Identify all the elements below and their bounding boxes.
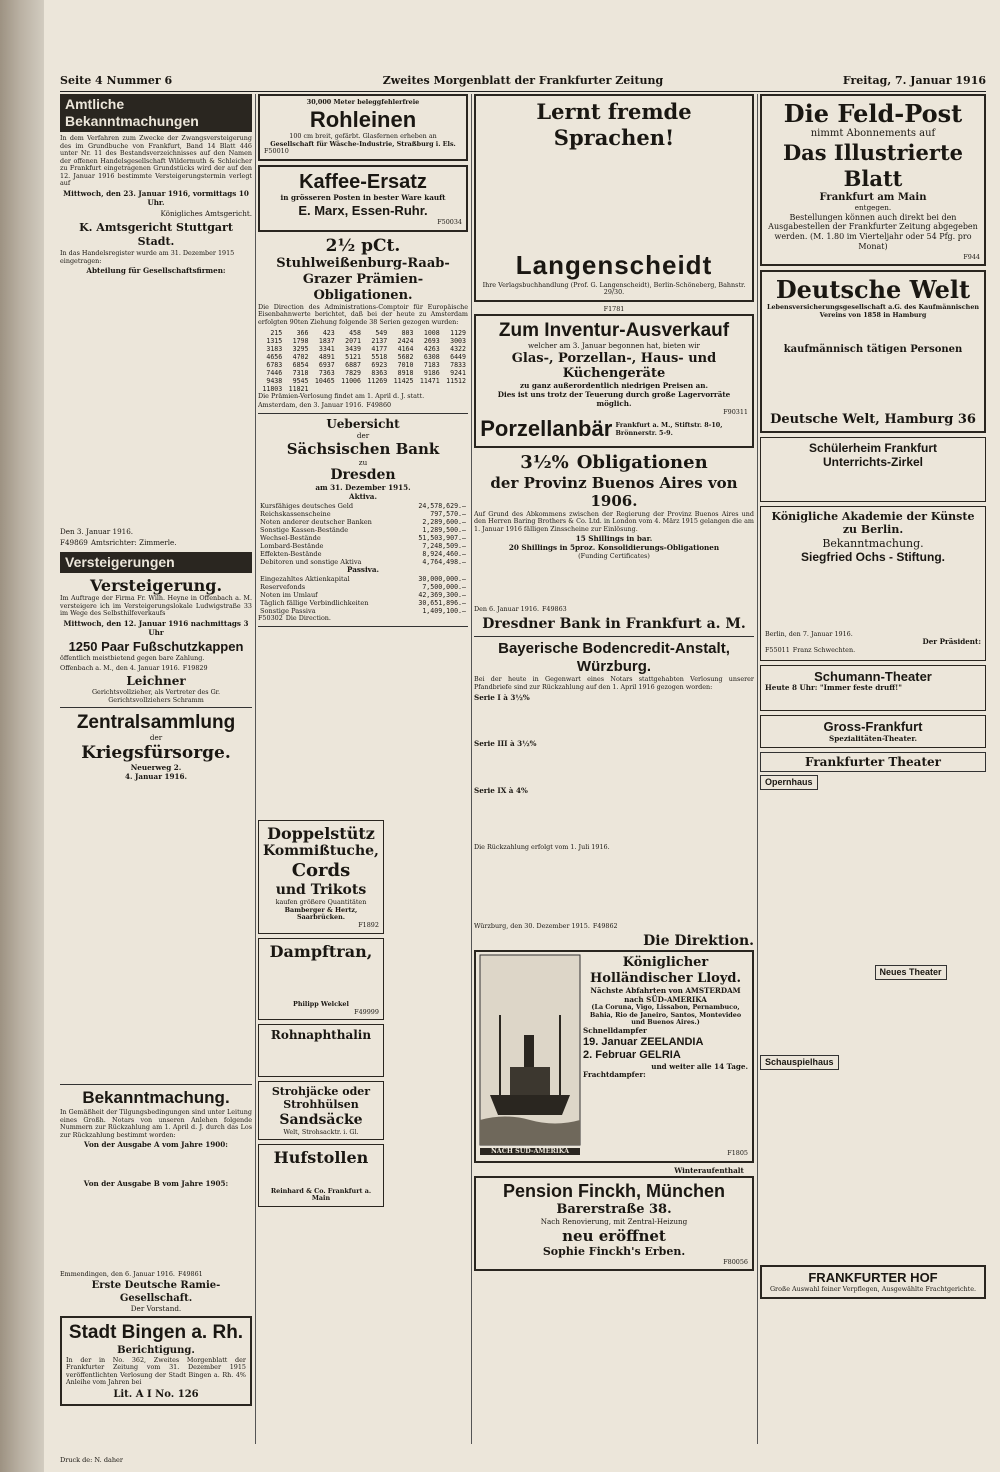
table-row	[258, 369, 468, 377]
series-number: 6937	[318, 360, 335, 369]
langenscheidt-footer: Ihre Verlagsbuchhandlung (Prof. G. Langenscheidt), Berlin-Schöneberg, Bahnstr. 29/30.	[482, 280, 746, 297]
table-row	[258, 329, 468, 337]
lloyd-fast: Schnelldampfer	[583, 1026, 647, 1036]
dampftran-firm: Philipp Welckel	[293, 1000, 349, 1009]
rohnaphthalin-title: Rohnaphthalin	[270, 1028, 372, 1043]
column-3	[474, 94, 754, 1444]
bayer-series-9: Serie IX à 4%	[474, 786, 528, 796]
zentral-date: 4. Januar 1916.	[125, 771, 187, 781]
rohleinen-ad	[258, 94, 468, 161]
balance-value: 1,409,100.—	[422, 607, 466, 616]
ref-code: F49862	[592, 922, 618, 931]
balance-label: Sonstige Passiva	[260, 607, 316, 616]
series-number: 8363	[371, 368, 388, 377]
langenscheidt-headline: Lernt fremde Sprachen!	[536, 99, 692, 150]
column-rule	[471, 94, 472, 1444]
buenos-pay-3: (Funding Certificates)	[578, 551, 650, 560]
register-entries	[60, 278, 252, 528]
balance-label: Sonstige Kassen-Bestände	[260, 526, 349, 535]
cloth-ad-title: Doppelstütz	[267, 823, 375, 843]
schumann-ad	[760, 665, 986, 712]
series-number: 6854	[292, 360, 309, 369]
series-number: 7833	[450, 360, 466, 369]
newspaper-page	[44, 0, 1000, 1472]
gross-frankfurt-sub: Spezialitäten-Theater.	[829, 734, 917, 744]
raab-rate: 2½ pCt.	[325, 235, 401, 256]
gross-frankfurt-ad	[760, 715, 986, 748]
raab-pay: Die Prämien-Verlosung findet am 1. April d. J. statt.	[258, 391, 425, 400]
gross-frankfurt-title: Gross-Frankfurt	[823, 719, 923, 735]
series-number: 549	[375, 328, 388, 337]
buenos-pay-1: 15 Shillings in bar.	[575, 534, 653, 544]
section-heading-versteigerungen: Versteigerungen	[60, 552, 252, 573]
raab-title: Stuhlweißenburg-Raab-Grazer Prämien-Obligationen.	[276, 256, 450, 304]
buenos-place: Den 6. Januar 1916.	[474, 605, 539, 614]
table-row	[258, 345, 468, 353]
series-number: 9438	[266, 376, 283, 385]
deutsche-welt-ad	[760, 270, 986, 432]
feldpost-title: Die Feld-Post	[783, 99, 963, 128]
series-number: 1008	[423, 328, 440, 337]
balance-label: Noten im Umlauf	[260, 591, 318, 600]
frankfurter-hof-title: FRANKFURTER HOF	[808, 1270, 938, 1286]
deutsche-welt-title: Deutsche Welt	[775, 275, 971, 305]
table-row	[258, 361, 468, 369]
series-number: 7829	[345, 368, 361, 377]
bank-title-2: der	[356, 430, 370, 440]
ref-code: F1781	[603, 305, 625, 314]
bank-aktiva-heading: Aktiva.	[349, 492, 377, 502]
bank-title-3: Sächsischen Bank	[286, 440, 440, 459]
series-number: 1129	[450, 328, 466, 337]
schuelerheim-sub: Unterrichts-Zirkel	[822, 455, 924, 470]
zentral-title-der: der	[149, 733, 163, 743]
kaffee-sub: in grösseren Posten in bester Ware kauft	[280, 193, 446, 203]
bingen-title: Stadt Bingen a. Rh.	[68, 1322, 244, 1344]
deutsche-welt-footer: Deutsche Welt, Hamburg 36	[770, 411, 976, 427]
ref-code: F49860	[366, 401, 392, 410]
inventur-price: zu ganz außerordentlich niedrigen Preisen an.	[520, 381, 708, 391]
series-number: 11006	[341, 376, 361, 385]
feldpost-accept: entgegen.	[854, 202, 892, 212]
series-number: 803	[401, 328, 414, 337]
series-number: 423	[322, 328, 335, 337]
ref-code: F80056	[723, 1257, 748, 1266]
ref-code: F50010	[264, 147, 289, 156]
bekanntmachung-place: Emmendingen, den 6. Januar 1916.	[60, 1269, 175, 1278]
table-row	[258, 534, 468, 542]
buenos-text: Auf Grund des Abkommens zwischen der Regierung der Provinz Buenos Aires und den Herren Baring Brothers & Co. Ltd. in London vom 4. März 1915 gelangen die am 1. Januar 1916 fälligen Zinsscheine zur Einlösung.	[474, 509, 754, 533]
schuelerheim-title: Schülerheim Frankfurt	[808, 440, 938, 455]
ref-code: F944	[963, 252, 980, 261]
auction-place: Offenbach a. M., den 4. Januar 1916.	[60, 663, 180, 672]
bekanntmachung-text: In Gemäßheit der Tilgungsbedingungen sind unter Leitung eines Großh. Notars von unseren Anlehen folgende Nummern zur Rückzahlung am 1. April d. J. durch das Los zur Rückzahlung bestimmt worden:	[60, 1108, 252, 1139]
series-number: 9186	[423, 368, 440, 377]
series-number: 4164	[397, 344, 414, 353]
table-row	[258, 542, 468, 550]
inventur-firm: Porzellanbär	[480, 416, 613, 442]
series-number: 5121	[345, 352, 361, 361]
series-number: 7183	[423, 360, 440, 369]
table-row	[258, 599, 468, 607]
series-number: 11471	[419, 376, 440, 385]
ref-code: F49861	[177, 1269, 203, 1278]
lloyd-ship-caption: NACH SÜD-AMERIKA	[480, 1148, 580, 1156]
cloth-ad-line: Kommißtuche,	[263, 843, 379, 860]
table-row	[258, 583, 468, 591]
table-row	[258, 518, 468, 526]
inventur-goods: Glas-, Porzellan-, Haus- und Küchengeräte	[511, 350, 717, 382]
bailiff-role: Gerichtsvollzieher, als Vertreter des Gr. Gerichtsvollziehers Schramm	[91, 687, 221, 704]
series-number: 215	[270, 328, 283, 337]
notice-heading: K. Amtsgericht Stuttgart Stadt.	[79, 221, 233, 248]
raab-text: Die Direction des Administrations-Comptoir für Europäische Eisenbahnwerte berichtet, daß bei der heute zu Amsterdam erfolgten 90ten Ziehung folgende 38 Serien gezogen wurden:	[258, 302, 468, 326]
balance-value: 7,248,509.—	[422, 542, 466, 551]
series-number: 7363	[318, 368, 335, 377]
raab-series-table	[258, 329, 468, 393]
series-number: 1315	[266, 336, 283, 345]
akademie-sign: Der Präsident:	[922, 637, 981, 647]
lloyd-sailing-2: 2. Februar GELRIA	[583, 1049, 681, 1062]
series-number: 4322	[450, 344, 466, 353]
series-number: 2424	[397, 336, 414, 345]
column-4	[760, 94, 986, 1444]
balance-label: Noten anderer deutscher Banken	[260, 518, 372, 527]
page-binding	[0, 0, 44, 1472]
lloyd-sailing-1: 19. Januar ZEELANDIA	[583, 1035, 704, 1048]
bank-assets-table	[258, 502, 468, 566]
ref-code: F90311	[723, 407, 748, 416]
neues-theater-heading: Neues Theater	[875, 965, 947, 980]
bayer-series-3: Serie III à 3½%	[474, 739, 537, 749]
rohleinen-text: 100 cm breit, gefärbt. Glasfernen erheben an	[289, 132, 437, 141]
issue-date: Freitag, 7. Januar 1916	[842, 74, 986, 87]
series-number	[442, 385, 468, 393]
bank-signature: Die Direction.	[285, 614, 331, 623]
table-row	[258, 575, 468, 583]
series-number: 3341	[318, 344, 335, 353]
table-row	[258, 526, 468, 534]
bingen-subtitle: Berichtigung.	[117, 1344, 195, 1356]
hufstollen-title: Hufstollen	[273, 1148, 369, 1168]
bekanntmachung-title: Bekanntmachung.	[82, 1088, 230, 1108]
frankfurter-hof-ad	[760, 1265, 986, 1298]
akademie-place: Berlin, den 7. Januar 1916.	[765, 629, 853, 638]
kaffee-title: Kaffee-Ersatz	[299, 171, 427, 194]
raab-place: Amsterdam, den 3. Januar 1916.	[258, 401, 364, 410]
series-number: 3003	[450, 336, 466, 345]
pension-address: Barerstraße 38.	[556, 1202, 672, 1218]
pension-firm: Sophie Finckh's Erben.	[542, 1245, 686, 1259]
feldpost-sub: nimmt Abonnements auf	[810, 128, 936, 140]
pension-ad	[474, 1176, 754, 1272]
balance-value: 51,503,907.—	[418, 534, 466, 543]
balance-label: Effekten-Bestände	[260, 550, 322, 559]
bank-title-4: zu	[358, 457, 368, 467]
auction-title: Versteigerung.	[89, 575, 223, 595]
zentral-address: Neuerweg 2.	[130, 762, 182, 772]
cloth-ad-line: und Trikots	[275, 882, 367, 899]
cloth-ad-firm: Bamberger & Hertz, Saarbrücken.	[284, 905, 358, 922]
series-number: 5518	[371, 352, 388, 361]
series-number: 3439	[345, 344, 361, 353]
inventur-title: Zum Inventur-Ausverkauf	[498, 319, 730, 341]
series-number: 4702	[292, 352, 309, 361]
series-number: 9241	[450, 368, 466, 377]
series-number: 2693	[423, 336, 440, 345]
cloth-ad-text: kaufen größere Quantitäten	[275, 898, 367, 907]
ref-code: F49999	[354, 1007, 379, 1016]
bank-passiva-heading: Passiva.	[346, 565, 380, 575]
stroh-title: Strohjäcke oder Strohhülsen	[271, 1084, 371, 1112]
table-row	[258, 591, 468, 599]
balance-label: Reservefonds	[260, 583, 306, 592]
print-footer: Druck de: N. daher	[60, 1456, 123, 1464]
series-number: 458	[349, 328, 361, 337]
bank-title-1: Uebersicht	[326, 416, 400, 431]
bayer-pay: Die Rückzahlung erfolgt vom 1. Juli 1916.	[474, 842, 610, 851]
notice-subheading: Abteilung für Gesellschaftsfirmen:	[86, 266, 226, 276]
inventur-note: Dies ist uns trotz der Teuerung durch große Lagervorräte möglich.	[497, 390, 731, 408]
notice-date: Mittwoch, den 23. Januar 1916, vormittags 10 Uhr.	[63, 188, 249, 207]
bayer-text: Bei der heute in Gegenwart eines Notars stattgehabten Verlosung unserer Pfandbriefe sind zur Rückzahlung auf den 1. April 1916 gezogen worden:	[474, 675, 754, 692]
notice-signature: Königliches Amtsgericht.	[160, 208, 252, 218]
inventur-ad	[474, 314, 754, 448]
schauspielhaus-heading: Schauspielhaus	[760, 1055, 839, 1070]
series-number: 1798	[292, 336, 309, 345]
bayer-place: Würzburg, den 30. Dezember 1915.	[474, 922, 590, 931]
pension-title: Pension Finckh, München	[502, 1180, 726, 1201]
series-number: 11512	[446, 376, 466, 385]
lloyd-sub: Nächste Abfahrten von AMSTERDAM nach SÜD-AMERIKA	[590, 985, 741, 1004]
ref-code: F49869	[60, 537, 88, 547]
series-number: 6449	[450, 352, 466, 361]
bingen-text: In der in No. 362, Zweites Morgenblatt der Frankfurter Zeitung vom 31. Dezember 1915 veröffentlichten Verlosung der Stadt Bingen a. Rh. 4% Anleihe vom Jahren bei	[66, 1355, 246, 1387]
ref-code: F1892	[358, 921, 379, 930]
column-rule	[255, 94, 256, 1444]
frankfurter-hof-sub: Große Auswahl feiner Verpflegen, Ausgewählte Frachtgerichte.	[769, 1285, 977, 1294]
ref-code: F49863	[541, 605, 567, 614]
bank-liabilities-table	[258, 575, 468, 615]
column-2	[258, 94, 468, 1444]
auction-text: Im Auftrage der Firma Fr. Wilh. Heyne in Offenbach a. M. versteigere ich im Versteigerungslokale Ludwigstraße 33 im Wege des Selbsthilfeverkaufs	[60, 594, 252, 618]
zentral-title: Zentralsammlung	[76, 712, 236, 734]
donor-list	[60, 781, 252, 1081]
inventur-sub: welcher am 3. Januar begonnen hat, bieten wir	[528, 340, 700, 350]
series-number: 2137	[371, 336, 388, 345]
table-row	[258, 353, 468, 361]
table-row	[258, 337, 468, 345]
bank-title-6: am 31. Dezember 1915.	[315, 483, 411, 493]
cloth-ad-line: Cords	[291, 860, 351, 882]
buenos-title-2: der Provinz Buenos Aires von 1906.	[490, 473, 738, 511]
drawn-numbers	[60, 1152, 252, 1180]
rohleinen-firm: Gesellschaft für Wäsche-Industrie, Straßburg i. Els.	[270, 139, 456, 148]
kaffee-ad	[258, 165, 468, 232]
bingen-item: Lit. A I No. 126	[113, 1389, 199, 1401]
notice-text: In das Handelsregister wurde am 31. Dezember 1915 eingetragen:	[60, 249, 235, 265]
balance-value: 30,651,896.—	[418, 599, 466, 608]
series-number: 366	[296, 328, 309, 337]
theatre-listing	[760, 752, 986, 1263]
rohleinen-top: 30,000 Meter beleggfehlerfreie	[306, 98, 420, 106]
notice-signature: Amtsrichter: Zimmerle.	[90, 537, 177, 547]
series-number: 7318	[292, 368, 309, 377]
table-row	[258, 502, 468, 510]
series-number: 5682	[397, 352, 414, 361]
notice-date: Den 3. Januar 1916.	[60, 527, 134, 537]
auction-note: öffentlich meistbietend gegen bare Zahlung.	[60, 654, 205, 663]
balance-label: Debitoren und sonstige Aktiva	[260, 558, 362, 567]
kaffee-firm: E. Marx, Essen-Ruhr.	[298, 203, 428, 219]
balance-label: Täglich fällige Verbindlichkeiten	[260, 599, 369, 608]
balance-value: 4,764,498.—	[422, 558, 466, 567]
feldpost-text: Bestellungen können auch direkt bei den Ausgabestellen der Frankfurter Zeitung abgegeben werden. (M. 1.80 im Vierteljahr oder 54 Pfg. pro Monat)	[768, 212, 978, 251]
feldpost-city: Frankfurt am Main	[819, 191, 927, 203]
bekanntmachung-board: Der Vorstand.	[130, 1303, 182, 1313]
steamship-illustration	[480, 955, 580, 1145]
bingen-notice	[60, 1316, 252, 1406]
balance-label: Eingezahltes Aktienkapital	[260, 575, 350, 584]
series-number: 11425	[393, 376, 414, 385]
small-ads	[258, 630, 384, 820]
stroh-firm: Welt, Strohsacktr. i. Gl.	[283, 1127, 359, 1136]
series-number: 11821	[288, 384, 309, 393]
balance-value: 7,500,000.—	[422, 583, 466, 592]
balance-value: 42,369,300.—	[418, 591, 466, 600]
auction-item: 1250 Paar Fußschutzkappen	[68, 639, 244, 655]
feldpost-paper: Das Illustrierte Blatt	[782, 140, 964, 192]
winter-heading: Winteraufenthalt	[674, 1165, 744, 1175]
small-ads	[387, 630, 468, 1150]
balance-value: 8,924,460.—	[422, 550, 466, 559]
lloyd-ad	[474, 950, 754, 1163]
dampftran-title: Dampftran,	[269, 941, 373, 961]
schuelerheim-ad	[760, 437, 986, 502]
table-row	[258, 550, 468, 558]
buenos-pay-2: 20 Shillings in 5proz. Konsolidierungs-Obligationen	[508, 542, 720, 552]
series-number: 6308	[423, 352, 440, 361]
lloyd-ports: (La Coruna, Vigo, Lissabon, Pernambuco, Bahia, Rio de Janeiro, Santos, Montevideo und Buenos Aires.)	[589, 1003, 742, 1027]
bekanntmachung-series-b: Von der Ausgabe B vom Jahre 1905:	[83, 1179, 229, 1188]
theatre-heading: Frankfurter Theater	[760, 752, 986, 773]
series-number: 4263	[423, 344, 440, 353]
lloyd-freight: Frachtdampfer:	[583, 1070, 646, 1080]
ref-code: F55011	[765, 646, 790, 655]
akademie-sub: Bekanntmachung.	[822, 536, 924, 550]
series-number: 6783	[266, 360, 283, 369]
series-number: 4891	[318, 352, 335, 361]
bank-title-5: Dresden	[330, 467, 396, 484]
hufstollen-firm: Reinhard & Co. Frankfurt a. Main	[270, 1186, 372, 1203]
akademie-signer: Franz Schwechten.	[792, 646, 856, 655]
series-number: 4177	[371, 344, 388, 353]
akademie-notice	[760, 506, 986, 661]
column-rule	[757, 94, 758, 1444]
section-heading-amtliche: Amtliche Bekanntmachungen	[60, 94, 252, 132]
series-number: 6923	[371, 360, 388, 369]
schumann-show: Heute 8 Uhr: "Immer feste druff!"	[765, 683, 903, 693]
series-number: 10465	[314, 376, 335, 385]
table-row	[258, 510, 468, 518]
page-header	[60, 70, 986, 92]
balance-value: 797,570.—	[430, 510, 466, 519]
balance-value: 2,289,600.—	[422, 518, 466, 527]
deutsche-welt-sub: Lebensversicherungsgesellschaft a.G. des Kaufmännischen Vereins von 1858 in Hamburg	[766, 303, 980, 319]
series-number: 11803	[262, 384, 283, 393]
series-number: 1837	[318, 336, 335, 345]
auction-date: Mittwoch, den 12. Januar 1916 nachmittags 3 Uhr	[63, 618, 249, 637]
series-number: 3295	[292, 344, 309, 353]
series-number: 6887	[345, 360, 361, 369]
feldpost-ad	[760, 94, 986, 266]
masthead: Zweites Morgenblatt der Frankfurter Zeitung	[382, 74, 664, 87]
lloyd-sailing-3: und weiter alle 14 Tage.	[651, 1061, 748, 1071]
akademie-name: Siegfried Ochs - Stiftung.	[800, 550, 945, 565]
series-number: 4656	[266, 352, 283, 361]
series-number: 11269	[367, 376, 388, 385]
balance-value: 1,289,500.—	[422, 526, 466, 535]
pension-sub: Nach Renovierung, mit Zentral-Heizung	[540, 1217, 688, 1227]
balance-label: Wechsel-Bestände	[260, 534, 321, 543]
balance-label: Kursfähiges deutsches Geld	[260, 502, 354, 511]
series-number: 3183	[266, 344, 283, 353]
buenos-rate: 3½%	[520, 451, 569, 473]
series-number: 7446	[266, 368, 283, 377]
bayer-series-1: Serie I à 3½%	[474, 692, 530, 702]
langenscheidt-brand: Langenscheidt	[515, 250, 713, 281]
opernhaus-heading: Opernhaus	[760, 775, 818, 790]
stroh-sub: Sandsäcke	[279, 1111, 363, 1128]
bayer-signature: Die Direktion.	[643, 933, 754, 950]
akademie-title: Königliche Akademie der Künste zu Berlin.	[771, 509, 975, 537]
bekanntmachung-series-a: Von der Ausgabe A vom Jahre 1900:	[84, 1140, 228, 1150]
balance-value: 30,000,000.—	[418, 575, 466, 584]
series-number: 7010	[397, 360, 414, 369]
buenos-title-1: Obligationen	[576, 451, 708, 473]
deutsche-welt-target: kaufmännisch tätigen Personen	[783, 343, 963, 355]
ref-code: F50034	[437, 218, 462, 227]
langenscheidt-ad	[474, 94, 754, 302]
bekanntmachung-firm: Erste Deutsche Ramie-Gesellschaft.	[91, 1280, 221, 1304]
series-number: 8918	[397, 368, 414, 377]
balance-value: 24,578,629.—	[418, 502, 466, 511]
balance-label: Reichskassenscheine	[260, 510, 331, 519]
drawn-numbers	[60, 1191, 252, 1271]
inventur-address: Frankfurt a. M., Stiftstr. 8-10, Brönnerstr. 5-9.	[615, 421, 723, 437]
zentral-title-kriegsfuersorge: Kriegsfürsorge.	[81, 743, 231, 763]
lloyd-title: Königlicher Holländischer Lloyd.	[590, 955, 741, 986]
bailiff-name: Leichner	[126, 674, 186, 689]
schumann-title: Schumann-Theater	[814, 668, 932, 684]
notice-text: In dem Verfahren zum Zwecke der Zwangsversteigerung des im Grundbuche von Frankfurt, Band 14 Blatt 446 unter Nr. 11 des Bestandsverzeichnisses auf den Namen der offenen Handelsgesellschaft Wildermuth & Schleicher zu Frankfurt eingetragenen Grundstücks wird der auf den 12. Januar 1916 bestimmte Versteigerungstermin verlegt auf	[60, 134, 252, 188]
page-number: Seite 4 Nummer 6	[60, 74, 173, 87]
rohleinen-title: Rohleinen	[309, 106, 417, 132]
series-number: 9545	[292, 376, 309, 385]
balance-label: Lombard-Bestände	[260, 542, 324, 551]
pension-open: neu eröffnet	[562, 1227, 666, 1246]
ref-code: F1805	[727, 1149, 748, 1158]
ref-code: F19829	[182, 663, 208, 672]
bayer-title: Bayerische Bodencredit-Anstalt, Würzburg.	[498, 639, 730, 676]
series-number: 2071	[345, 336, 361, 345]
ref-code: F50302	[258, 614, 283, 623]
column-1	[60, 94, 252, 1444]
table-row	[258, 377, 468, 385]
buenos-bank: Dresdner Bank in Frankfurt a. M.	[482, 615, 746, 632]
